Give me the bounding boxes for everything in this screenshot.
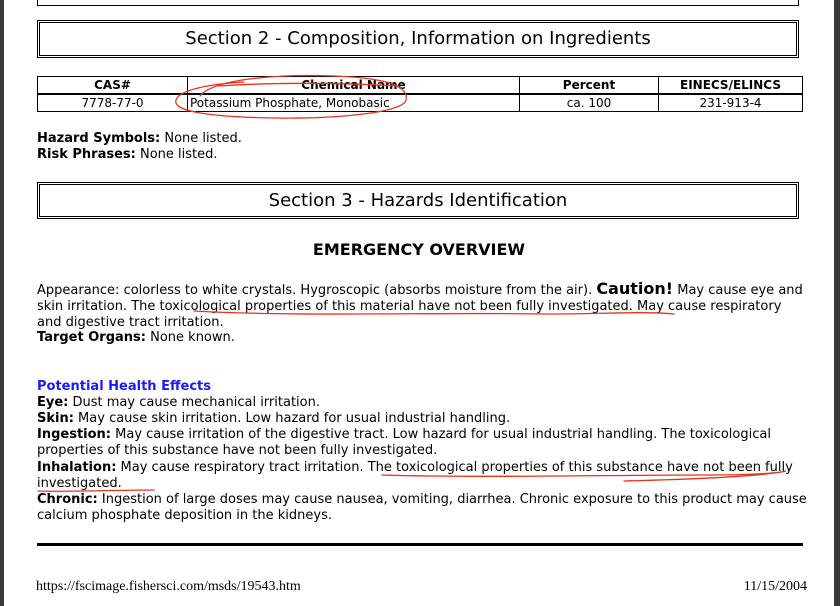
- skin-effects: [37, 411, 807, 427]
- section-divider: [37, 543, 803, 546]
- eye-text: Dust may cause mechanical irritation.: [68, 395, 320, 410]
- previous-section-border: [37, 0, 799, 6]
- risk-phrases: [37, 147, 807, 163]
- cell-chemical-name: Potassium Phosphate, Monobasic: [188, 94, 520, 112]
- caution-label: Caution!: [596, 279, 674, 298]
- risk-phrases-label: Risk Phrases:: [37, 147, 136, 162]
- chronic-text: Ingestion of large doses may cause nausea, vomiting, diarrhea. Chronic exposure to this product may cause calcium phosphate deposition in the kidneys.: [37, 492, 807, 523]
- hazard-symbols-value: None listed.: [160, 131, 242, 146]
- header-chemical-name: Chemical Name: [188, 77, 520, 95]
- ingestion-effects: [37, 427, 807, 459]
- potential-health-effects-heading: Potential Health Effects: [37, 379, 211, 394]
- target-organs: [37, 330, 807, 346]
- appearance-text: Appearance: colorless to white crystals. Hygroscopic (absorbs moisture from the air).: [37, 283, 597, 298]
- eye-label: Eye:: [37, 395, 69, 410]
- ingestion-text: May cause irritation of the digestive tract. Low hazard for usual industrial handling. The toxicological properties of this substance have not been fully investigated.: [37, 427, 771, 458]
- inhalation-effects: [37, 460, 807, 492]
- risk-phrases-value: None listed.: [135, 147, 218, 162]
- chronic-label: Chronic:: [37, 492, 98, 507]
- section-2-heading: Section 2 - Composition, Information on Ingredients: [37, 20, 799, 58]
- document-page: [4, 0, 834, 606]
- eye-effects: [37, 395, 807, 411]
- cell-einecs: 231-913-4: [659, 94, 803, 112]
- emergency-overview-title: EMERGENCY OVERVIEW: [312, 240, 526, 259]
- inhalation-text: May cause respiratory tract irritation. The toxicological properties of this substance have not been fully investigated.: [37, 460, 793, 491]
- chronic-effects: [37, 492, 807, 524]
- hazard-symbols-label: Hazard Symbols:: [37, 131, 161, 146]
- footer-url: https://fscimage.fishersci.com/msds/19543.htm: [36, 579, 301, 594]
- cell-cas: 7778-77-0: [38, 94, 188, 112]
- header-percent: Percent: [520, 77, 659, 95]
- cell-percent: ca. 100: [520, 94, 659, 112]
- target-organs-label: Target Organs:: [37, 330, 146, 345]
- header-cas: CAS#: [38, 77, 188, 95]
- footer-date: 11/15/2004: [743, 579, 807, 594]
- ingestion-label: Ingestion:: [37, 427, 112, 442]
- skin-label: Skin:: [37, 411, 74, 426]
- hazard-symbols: [37, 131, 807, 147]
- target-organs-value: None known.: [145, 330, 235, 345]
- section-3-heading: Section 3 - Hazards Identification: [37, 182, 799, 219]
- table-row: [38, 94, 803, 112]
- inhalation-label: Inhalation:: [37, 460, 117, 475]
- table-header-row: [38, 77, 803, 95]
- composition-table: [37, 76, 803, 112]
- skin-text: May cause skin irritation. Low hazard for usual industrial handling.: [73, 411, 511, 426]
- appearance-text-continued: May cause eye and skin irritation. The toxicological properties of this material have not been fully investigated. May cause respiratory and digestive tract irritation.: [37, 283, 803, 330]
- header-einecs: EINECS/ELINCS: [659, 77, 803, 95]
- appearance-paragraph: [37, 281, 807, 331]
